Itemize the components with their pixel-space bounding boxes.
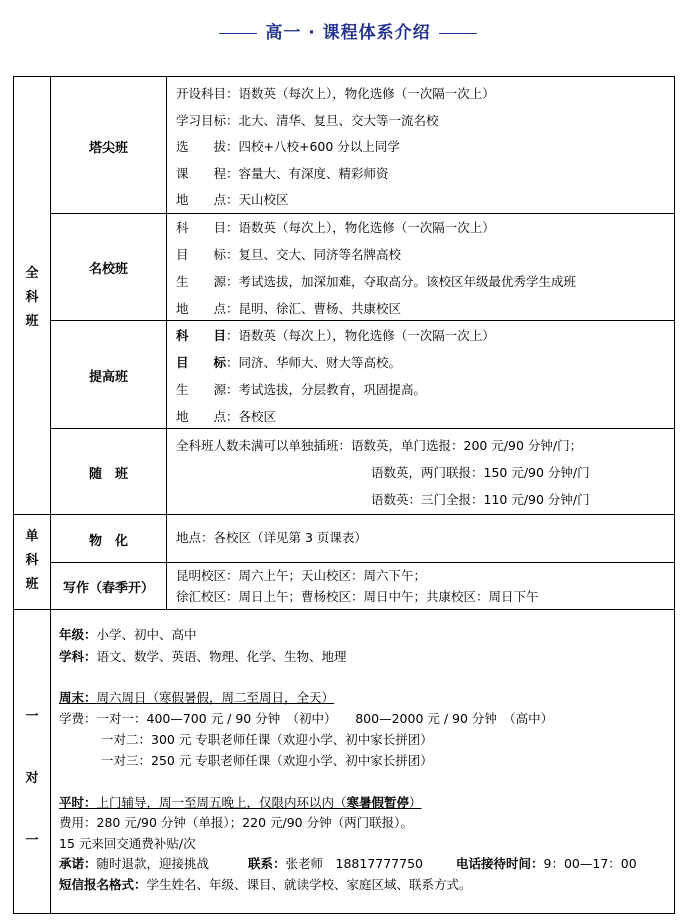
tigao-row-label: 目 标 bbox=[176, 355, 227, 370]
hours-label: 电话接待时间： bbox=[456, 856, 544, 871]
mingxiao-row: 生 源：考试选拔，加深加难，夺取高分。该校区年级最优秀学生成班 bbox=[176, 274, 577, 289]
tajian-row: 选 拔：四校+八校+600 分以上同学 bbox=[176, 139, 400, 154]
category-char: 全 bbox=[25, 266, 39, 281]
tigao-row-text: ：各校区 bbox=[226, 409, 277, 424]
table-bottom-border bbox=[13, 913, 675, 914]
category-char: 单 bbox=[25, 529, 39, 544]
sms-line bbox=[59, 877, 472, 893]
weekend-value: 周六周日（寒假暑假，周二至周日，全天） bbox=[96, 690, 335, 705]
page-title bbox=[0, 18, 696, 43]
grade-label: 年级： bbox=[59, 627, 97, 642]
transport-line: 15 元来回交通费补贴/次 bbox=[59, 836, 196, 851]
fee-line: 学费：一对一：400—700 元 / 90 分钟 （初中） 800—2000 元 / 90 分钟 （高中） bbox=[59, 711, 554, 726]
class-name-tajian: 塔尖班 bbox=[88, 141, 128, 156]
weekend-line bbox=[59, 690, 334, 706]
tajian-row: 地 点：天山校区 bbox=[176, 192, 289, 207]
promise-contact-line bbox=[59, 856, 209, 872]
weekend-label: 周末： bbox=[59, 690, 97, 705]
category-char: 科 bbox=[25, 553, 39, 568]
contact-line bbox=[248, 856, 423, 872]
xiezuo-row: 徐汇校区：周日上午；曹杨校区：周日中午；共康校区：周日下午 bbox=[176, 589, 539, 604]
sms-value: 学生姓名、年级、课目、就读学校、家庭区域、联系方式。 bbox=[146, 877, 472, 892]
tigao-row-label: 科 目 bbox=[176, 328, 227, 343]
class-name-suiban: 随 班 bbox=[88, 467, 128, 482]
xiezuo-row: 昆明校区：周六上午；天山校区：周六下午； bbox=[176, 568, 427, 583]
category-yiduiyi bbox=[13, 686, 51, 872]
mingxiao-row: 目 标：复旦、交大、同济等名牌高校 bbox=[176, 247, 402, 262]
contact-label: 联系： bbox=[248, 856, 286, 871]
suiban-row: 全科班人数未满可以单独插班：语数英，单门选报：200 元/90 分钟/门； bbox=[176, 438, 583, 453]
title-left-rule bbox=[219, 33, 257, 34]
title-right-rule bbox=[439, 33, 477, 34]
tajian-row: 学习目标：北大、清华、复旦、交大等一流名校 bbox=[176, 113, 439, 128]
section-divider-1 bbox=[13, 514, 675, 515]
tigao-row-text: ：考试选拔，分层教育，巩固提高。 bbox=[226, 382, 427, 397]
title-text: 高一 · 课程体系介绍 bbox=[265, 23, 431, 43]
class-name-xiezuo: 写作（春季开） bbox=[62, 581, 154, 596]
row-divider-mingxiao bbox=[50, 320, 675, 321]
tigao-row bbox=[176, 355, 401, 371]
tigao-row bbox=[176, 382, 426, 398]
mingxiao-row: 科 目：语数英（每次上），物化选修（一次隔一次上） bbox=[176, 220, 495, 235]
tajian-row: 开设科目：语数英（每次上），物化选修（一次隔一次上） bbox=[176, 86, 495, 101]
grade-value: 小学、初中、高中 bbox=[96, 627, 197, 642]
tigao-row-label: 地 点 bbox=[176, 409, 227, 424]
tajian-row: 课 程：容量大、有深度、精彩师资 bbox=[176, 166, 389, 181]
tigao-row-label: 生 源 bbox=[176, 382, 227, 397]
weekday-line bbox=[59, 795, 422, 811]
grade-line bbox=[59, 627, 197, 643]
weekday-fee-line: 费用：280 元/90 分钟（单报）；220 元/90 分钟（两门联报）。 bbox=[59, 815, 413, 830]
section-divider-2 bbox=[13, 609, 675, 610]
class-name-wuhua: 物 化 bbox=[88, 534, 128, 549]
class-name-tigao: 提高班 bbox=[88, 370, 128, 385]
wuhua-location: 地点：各校区（详见第 3 页课表） bbox=[176, 530, 367, 545]
hours-value: 9：00—17：00 bbox=[543, 856, 637, 871]
row-divider-tigao bbox=[50, 428, 675, 429]
weekday-label: 平时： bbox=[59, 795, 97, 810]
category-quanke bbox=[13, 262, 51, 334]
category-char: 一 bbox=[25, 709, 39, 724]
tigao-row-text: ：语数英（每次上），物化选修（一次隔一次上） bbox=[226, 328, 495, 343]
weekday-value: 上门辅导，周一至周五晚上，仅限内环以内（ bbox=[96, 795, 347, 810]
promise-label: 承诺： bbox=[59, 856, 97, 871]
subname-column-divider bbox=[166, 76, 167, 610]
category-char: 班 bbox=[25, 314, 39, 329]
category-danke bbox=[13, 525, 51, 597]
class-name-mingxiao: 名校班 bbox=[88, 262, 128, 277]
tigao-row bbox=[176, 409, 276, 425]
row-divider-tajian bbox=[50, 213, 675, 214]
tigao-row bbox=[176, 328, 495, 344]
sms-label: 短信报名格式： bbox=[59, 877, 147, 892]
hours-line bbox=[456, 856, 637, 872]
weekday-end: ） bbox=[409, 795, 422, 810]
suiban-row: 语数英，两门联报：150 元/90 分钟/门 bbox=[371, 465, 590, 480]
category-char: 班 bbox=[25, 577, 39, 592]
suiban-row: 语数英：三门全报：110 元/90 分钟/门 bbox=[371, 492, 590, 507]
category-char: 科 bbox=[25, 290, 39, 305]
promise-value: 随时退款，迎接挑战 bbox=[96, 856, 210, 871]
row-divider-wuhua bbox=[50, 562, 675, 563]
fee-line: 一对三：250 元 专职老师任课（欢迎小学、初中家长拼团） bbox=[101, 753, 433, 768]
contact-value: 张老师 18817777750 bbox=[285, 856, 423, 871]
category-char: 对 bbox=[25, 771, 39, 786]
table-top-border bbox=[13, 76, 675, 77]
subject-line bbox=[59, 649, 347, 665]
category-char: 一 bbox=[25, 833, 39, 848]
subject-label: 学科： bbox=[59, 649, 97, 664]
tigao-row-text: ：同济、华师大、财大等高校。 bbox=[226, 355, 402, 370]
fee-line: 一对二：300 元 专职老师任课（欢迎小学、初中家长拼团） bbox=[101, 732, 433, 747]
weekday-suspend-note: 寒暑假暂停 bbox=[346, 795, 410, 810]
subject-value: 语文、数学、英语、物理、化学、生物、地理 bbox=[96, 649, 347, 664]
table-right-border bbox=[674, 76, 675, 914]
mingxiao-row: 地 点：昆明、徐汇、曹杨、共康校区 bbox=[176, 301, 402, 316]
